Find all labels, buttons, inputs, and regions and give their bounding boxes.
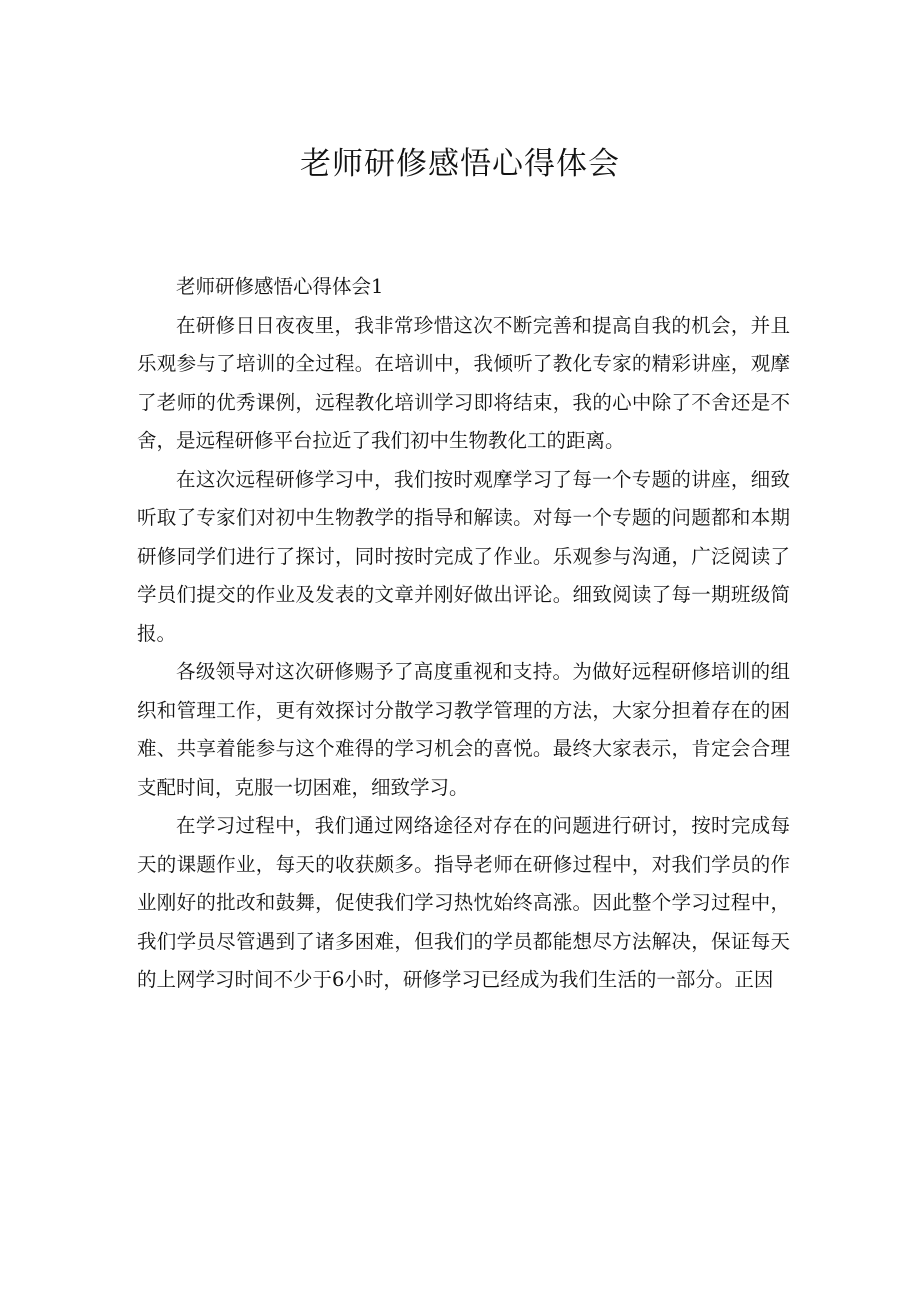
paragraph: 在这次远程研修学习中，我们按时观摩学习了每一个专题的讲座，细致听取了专家们对初中生物教学的指导和解读。对每一个专题的问题都和本期研修同学们进行了探讨，同时按时完成了作业。乐观参与沟通，广泛阅读了学员们提交的作业及发表的文章并刚好做出评论。细致阅读了每一期班级简报。	[137, 467, 790, 645]
paragraph: 在学习过程中，我们通过网络途径对存在的问题进行研讨，按时完成每天的课题作业，每天的收获颇多。指导老师在研修过程中，对我们学员的作业刚好的批改和鼓舞，促使我们学习热忱始终高涨。因此整个学习过程中，我们学员尽管遇到了诸多困难，但我们的学员都能想尽方法解决，保证每天的上网学习时间不少于6小时，研修学习已经成为我们生活的一部分。正因	[137, 814, 790, 991]
paragraph: 在研修日日夜夜里，我非常珍惜这次不断完善和提高自我的机会，并且乐观参与了培训的全过程。在培训中，我倾听了教化专家的精彩讲座，观摩了老师的优秀课例，远程教化培训学习即将结束，我的心中除了不舍还是不舍，是远程研修平台拉近了我们初中生物教化工的距离。	[137, 313, 790, 452]
paragraph: 各级领导对这次研修赐予了高度重视和支持。为做好远程研修培训的组织和管理工作，更有效探讨分散学习教学管理的方法，大家分担着存在的困难、共享着能参与这个难得的学习机会的喜悦。最终大家表示，肯定会合理支配时间，克服一切困难，细致学习。	[137, 660, 790, 799]
document-body	[137, 268, 790, 1000]
section-heading: 老师研修感悟心得体会1	[176, 275, 384, 298]
document-title: 老师研修感悟心得体会	[300, 146, 620, 182]
